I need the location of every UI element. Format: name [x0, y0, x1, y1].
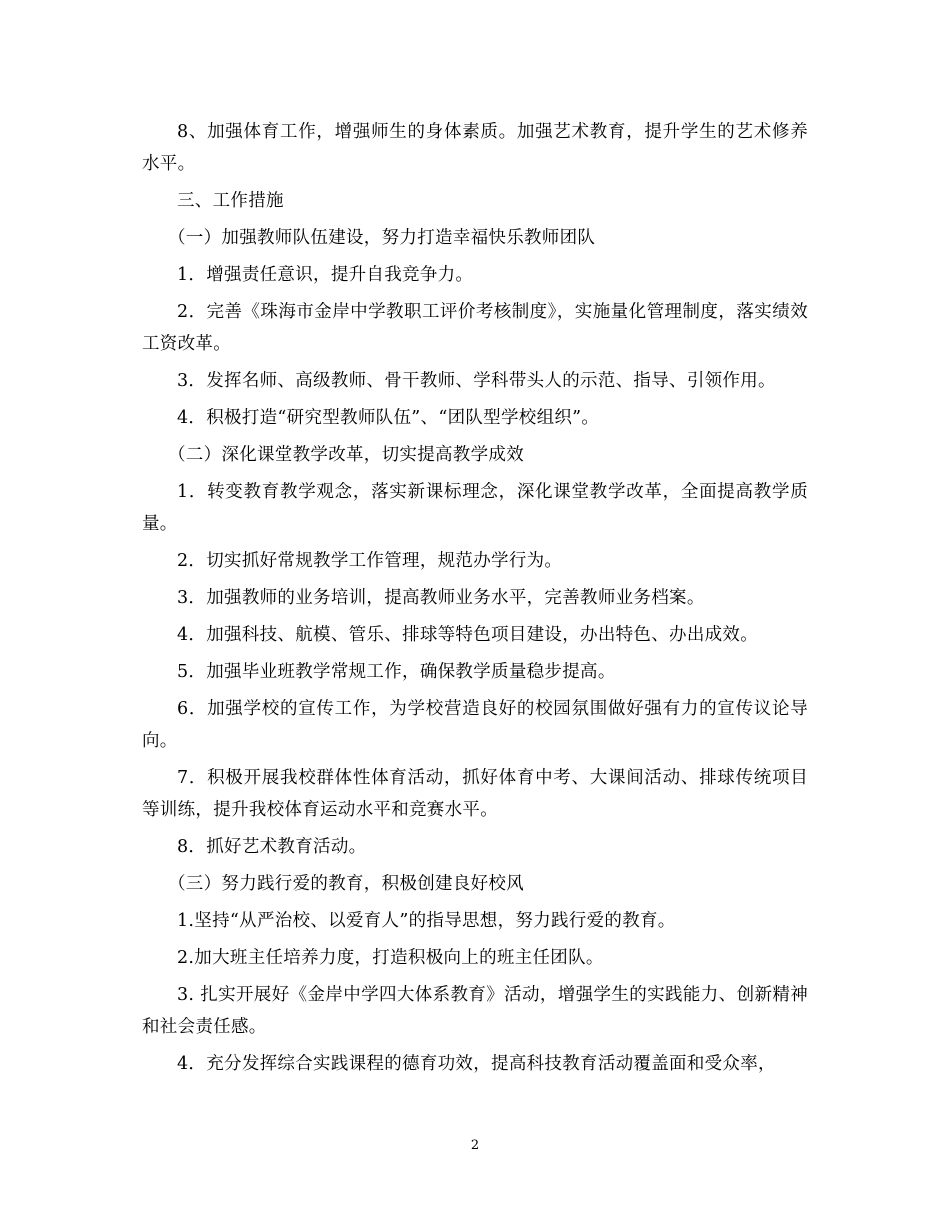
list-item: 4．充分发挥综合实践课程的德育功效，提高科技教育活动覆盖面和受众率，: [177, 1054, 776, 1074]
list-item: 1．转变教育教学观念，落实新课标理念，深化课堂教学改革，全面提高教学质量。: [142, 482, 808, 534]
subsection-heading-love-education: （三）努力践行爱的教育，积极创建良好校风: [168, 874, 524, 894]
list-item: 2．完善《珠海市金岸中学教职工评价考核制度》，实施量化管理制度，落实绩效工资改革。: [142, 302, 808, 354]
document-body: [142, 116, 808, 1085]
list-item: 1．增强责任意识，提升自我竞争力。: [177, 265, 474, 285]
list-item: 4．积极打造“研究型教师队伍”、“团队型学校组织”。: [177, 408, 600, 428]
list-item: 2.加大班主任培养力度，打造积极向上的班主任团队。: [177, 948, 604, 968]
list-item: 4．加强科技、航模、管乐、排球等特色项目建设，办出特色、办出成效。: [177, 625, 759, 645]
list-item: 6．加强学校的宣传工作，为学校营造良好的校园氛围做好强有力的宣传议论导向。: [142, 699, 808, 751]
section-heading-work-measures: 三、工作措施: [177, 191, 284, 211]
list-item: 5．加强毕业班教学常规工作，确保教学质量稳步提高。: [177, 662, 616, 682]
list-item: 3. 扎实开展好《金岸中学四大体系教育》活动，增强学生的实践能力、创新精神和社会责任感。: [142, 985, 808, 1037]
subsection-heading-teacher-team: （一）加强教师队伍建设，努力打造幸福快乐教师团队: [168, 228, 596, 248]
list-item: 3．发挥名师、高级教师、骨干教师、学科带头人的示范、指导、引领作用。: [177, 371, 776, 391]
list-item: 3．加强教师的业务培训，提高教师业务水平，完善教师业务档案。: [177, 588, 705, 608]
list-item: 8．抓好艺术教育活动。: [177, 837, 367, 857]
subsection-heading-classroom-reform: （二）深化课堂教学改革，切实提高教学成效: [168, 445, 524, 465]
page-number: 2: [470, 1138, 480, 1153]
list-item: 2．切实抓好常规教学工作管理，规范办学行为。: [177, 551, 563, 571]
paragraph-sports-arts: 8、加强体育工作，增强师生的身体素质。加强艺术教育，提升学生的艺术修养水平。: [142, 122, 808, 174]
list-item: 1.坚持“从严治校、以爱育人”的指导思想，努力践行爱的教育。: [177, 911, 676, 931]
list-item: 7．积极开展我校群体性体育活动，抓好体育中考、大课间活动、排球传统项目等训练，提升我校体育运动水平和竞赛水平。: [142, 768, 808, 820]
